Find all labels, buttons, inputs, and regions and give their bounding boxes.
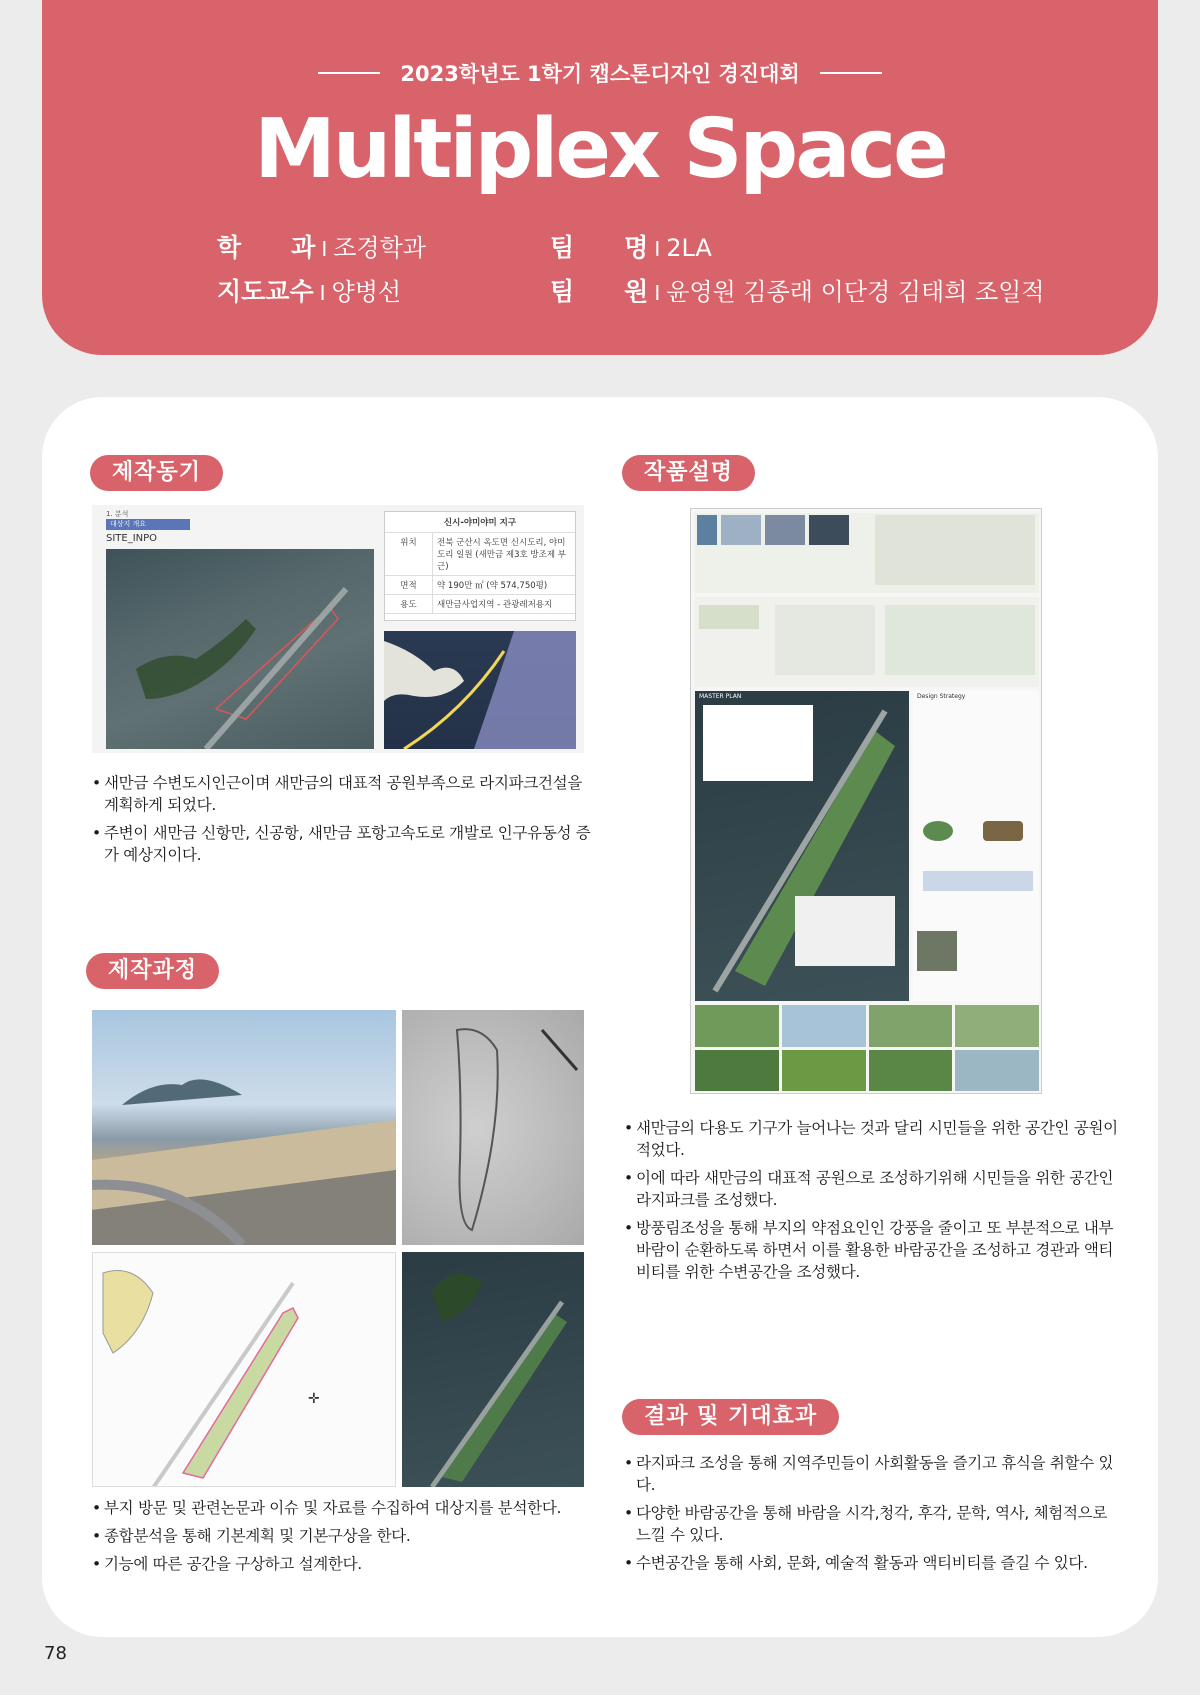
perspective-renders	[695, 1005, 1039, 1091]
svg-text:✛: ✛	[308, 1391, 320, 1407]
team-row	[550, 228, 712, 264]
bullet-item: • 다양한 바람공간을 통해 바람을 시각,청각, 후각, 문학, 역사, 체험적으로 느낄 수 있다.	[624, 1502, 1118, 1546]
rule-left	[318, 72, 380, 74]
separator: I	[321, 237, 328, 261]
bullet-item: • 새만금의 다용도 기구가 늘어나는 것과 달리 시민들을 위한 공간인 공원이 적었다.	[624, 1117, 1118, 1161]
advisor-label: 지도교수	[217, 277, 314, 306]
site-table-row: 면적 약 190만 ㎡ (약 574,750평)	[385, 576, 575, 595]
motivation-heading: 제작동기	[90, 455, 223, 491]
advisor-row	[217, 272, 401, 308]
team-value: 2LA	[666, 234, 712, 262]
dept-row	[217, 228, 426, 264]
site-table-row: 용도 새만금사업지역 - 관광레저용지	[385, 595, 575, 614]
rule-right	[820, 72, 882, 74]
site-tag: 대상지 개요	[106, 519, 190, 530]
members-label: 팀 원	[550, 277, 649, 306]
zoning-strip	[695, 597, 1039, 687]
design-panel-board	[690, 508, 1042, 1094]
contest-title: 2023학년도 1학기 캡스톤디자인 경진대회	[400, 62, 800, 86]
site-satellite-photo	[106, 549, 374, 749]
separator: I	[319, 281, 326, 305]
site-small-label: 1. 분석	[106, 510, 129, 518]
bullet-item: • 기능에 따른 공간을 구상하고 설계한다.	[92, 1553, 592, 1575]
bullet-item: • 이에 따라 새만금의 대표적 공원으로 조성하기위해 시민들을 위한 공간인 라지파크를 조성했다.	[624, 1167, 1118, 1211]
results-heading: 결과 및 기대효과	[622, 1399, 839, 1435]
dept-value: 조경학과	[333, 234, 426, 262]
site-title: SITE_INPO	[106, 533, 158, 544]
master-plan-label: MASTER PLAN	[699, 693, 742, 700]
separator: I	[654, 237, 661, 261]
bullet-item: • 새만금 수변도시인근이며 새만금의 대표적 공원부족으로 라지파크건설을 계획하게 되었다.	[92, 772, 592, 816]
bullet-item: • 종합분석을 통해 기본계획 및 기본구상을 한다.	[92, 1525, 592, 1547]
master-plan-board	[695, 691, 909, 1001]
site-location-map	[384, 631, 576, 749]
analysis-strip	[695, 513, 1039, 593]
process-bullets	[92, 1497, 592, 1581]
basic-plan-drawing	[92, 1252, 396, 1487]
site-outline	[106, 549, 374, 749]
bullet-item: • 수변공간을 통해 사회, 문화, 예술적 활동과 액티비티를 즐길 수 있다.	[624, 1552, 1118, 1574]
master-plan-render	[402, 1252, 584, 1487]
description-bullets	[624, 1117, 1118, 1289]
page-number: 78	[44, 1643, 67, 1664]
separator: I	[654, 281, 661, 305]
members-row	[550, 272, 1045, 308]
process-heading: 제작과정	[86, 953, 219, 989]
team-label: 팀 명	[550, 233, 649, 262]
bullet-item: • 방풍림조성을 통해 부지의 약점요인인 강풍을 줄이고 또 부분적으로 내부 바람이 순환하도록 하면서 이를 활용한 바람공간을 조성하고 경관과 액티비티를 위한 수변공간을 조성했다.	[624, 1217, 1118, 1283]
concept-sketch	[402, 1010, 584, 1245]
site-info-figure	[92, 505, 584, 753]
motivation-bullets	[92, 772, 592, 872]
site-table-row: 위치 전북 군산시 옥도면 신시도리, 야미도리 일원 (새만금 제3호 방조제 부근)	[385, 533, 575, 576]
contest-title-row	[42, 58, 1158, 88]
header-banner	[42, 0, 1158, 355]
advisor-value: 양병선	[331, 278, 402, 306]
results-bullets	[624, 1452, 1118, 1580]
dept-label: 학 과	[217, 233, 316, 262]
bullet-item: • 부지 방문 및 관련논문과 이슈 및 자료를 수집하여 대상지를 분석한다.	[92, 1497, 592, 1519]
bullet-item: • 주변이 새만금 신항만, 신공항, 새만금 포항고속도로 개발로 인구유동성 증가 예상지이다.	[92, 822, 592, 866]
project-title: Multiplex Space	[254, 102, 946, 197]
strategy-label: Design Strategy	[917, 693, 966, 700]
description-heading: 작품설명	[622, 455, 755, 491]
strategy-column	[913, 691, 1039, 1001]
site-info-table	[384, 511, 576, 621]
members-value: 윤영원 김종래 이단경 김태희 조일적	[666, 278, 1045, 306]
site-visit-photo	[92, 1010, 396, 1245]
bullet-item: • 라지파크 조성을 통해 지역주민들이 사회활동을 즐기고 휴식을 취할수 있다.	[624, 1452, 1118, 1496]
site-table-title: 신시-야미야미 지구	[385, 512, 575, 533]
